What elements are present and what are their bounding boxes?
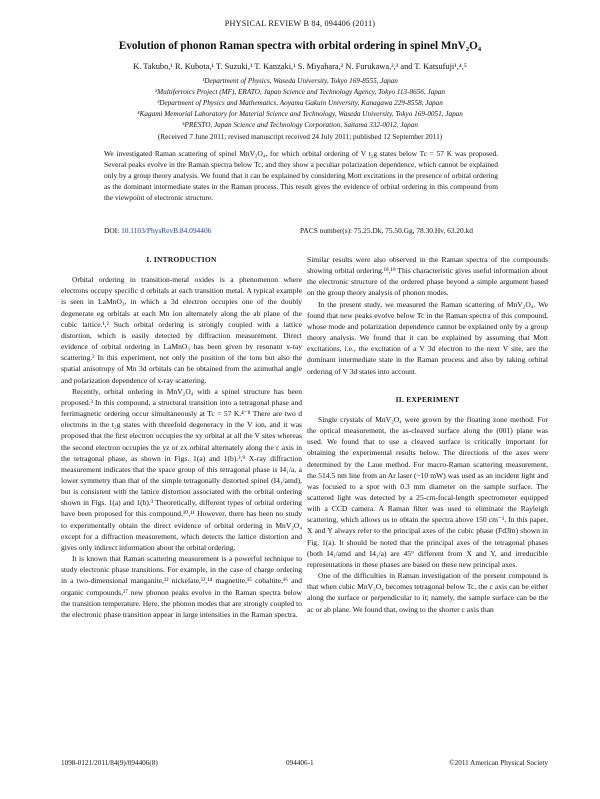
paragraph: Orbital ordering in transition-metal oxides is a phenomenon where electrons occupy specific d orbitals at each transition metal. A typical example is seen in LaMnO₃, in which a 3d electron occupies one of the doubly degenerate eg orbitals at each Mn ion alternately along the ab plane of the cubic lattice.¹,² Such orbital ordering is strongly coupled with a lattice distortion, which is easily detected by diffraction measurement. Direct evidence of orbital ordering in LaMnO₃ has been given by resonant x-ray scattering.² In this experiment, not only the position of the ions but also the spatial anisotropy of Mn 3d orbitals can be obtained from the azimuthal angle and polarization dependence of x-ray scattering. bbox=[61, 275, 302, 385]
paragraph: It is known that Raman scattering measurement is a powerful technique to study electronic phase transitions. For example, in the case of charge ordering in a two-dimensional manganite,¹² nickelate,¹³,¹⁴ magnetite,¹⁵ cobaltite,¹⁶ and organic compounds,¹⁷ new phonon peaks evolve in the Raman spectra below the transition temperature. Here, the phonon modes that are strongly coupled to the electronic phase transition appear in large intensities in the Raman spectra. bbox=[61, 554, 302, 619]
author-list: K. Takubo,¹ R. Kubota,¹ T. Suzuki,¹ T. Kanzaki,¹ S. Miyahara,² N. Furukawa,²,³ and T. Katsufuji¹,⁴,⁵ bbox=[133, 62, 467, 71]
doi-label: DOI: bbox=[104, 226, 120, 235]
left-column bbox=[61, 254, 302, 620]
section-heading-experiment: II. EXPERIMENT bbox=[395, 394, 460, 404]
footer-issn: 1098-0121/2011/84(9)/094406(8) bbox=[61, 759, 158, 767]
paragraph: Similar results were also observed in the Raman spectra of the compounds showing orbital ordering.¹⁸,¹⁹ This characteristic gives useful information about the electronic structure of the ordered phase beyond a simple argument based on the group theory analysis of phonon modes. bbox=[307, 255, 548, 298]
affiliation-4: ⁴Kagami Memorial Laboratory for Material Science and Technology, Waseda University, Tokyo 169-0051, Japan bbox=[137, 110, 463, 118]
section-heading-introduction: I. INTRODUCTION bbox=[146, 255, 217, 264]
footer-page-number: 094406-1 bbox=[286, 759, 314, 767]
affiliation-5: ⁵PRESTO, Japan Science and Technology Corporation, Saitama 332-0012, Japan bbox=[182, 121, 418, 129]
paragraph: Recently, orbital ordering in MnV₂O₄ with a spinel structure has been proposed.³ In this compound, a structural transition into a tetragonal phase and ferrimagnetic ordering occur simultaneously at Tc = 57 K.⁴⁻⁸ There are two d electrons in the t₂g states with threefold degeneracy in the V ion, and it was proposed that the first electron occupies the xy orbital at all the V sites whereas the second electron occupies the yz or zx orbital alternately along the c axis in the tetragonal phase, as shown in Figs. 1(a) and 1(b).³,⁹ X-ray diffraction measurement indicates that the space group of this tetragonal phase is I4₁/a, a lower symmetry than that of the simple tetragonally distorted spinel (I4₁/amd), but is consistent with the lattice distortion associated with the orbital ordering shown in Figs. 1(a) and 1(b).³ Theoretically, different types of orbital ordering have been proposed for this compound.¹⁰,¹¹ However, there has been no study to experimentally obtain the direct evidence of orbital ordering in MnV₂O₄ except for a diffraction measurement, which detects the lattice distortion and gives only indirect information about the orbital ordering. bbox=[61, 386, 302, 552]
paragraph: One of the difficulties in Raman investigation of the present compound is that when cubic MnV₂O₄ becomes tetragonal below Tc, the c axis can be either along the surface or perpendicular to it; namely, the sample surface can be the ac or ab plane. We found that, owing to the shorter c axis than bbox=[307, 571, 548, 614]
affiliation-3: ³Department of Physics and Mathematics, Aoyama Gakuin University, Kanagawa 229-8558, Japan bbox=[157, 99, 443, 107]
abstract: We investigated Raman scattering of spinel MnV₂O₄, for which orbital ordering of V t₂g states below Tc = 57 K was proposed. Several peaks evolve in the Raman spectra below Tc, and they show a peculiar polarization dependence, which cannot be explained only by a group theory analysis. We found that it can be explained by considering Mott excitations in the presence of orbital ordering as the dominant intermediate states in the Raman process. This result gives the evidence of orbital ordering in this compound from the viewpoint of electronic structure. bbox=[104, 149, 498, 203]
received-dates: (Received 7 June 2011; revised manuscript received 24 July 2011; published 12 September 2011) bbox=[157, 132, 443, 141]
journal-header: PHYSICAL REVIEW B 84, 094406 (2011) bbox=[224, 19, 376, 28]
doi-pacs-row bbox=[104, 226, 498, 235]
paper-title: Evolution of phonon Raman spectra with orbital ordering in spinel MnV₂O₄ bbox=[118, 40, 482, 52]
affiliation-1: ¹Department of Physics, Waseda University, Tokyo 169-8555, Japan bbox=[202, 77, 398, 85]
doi-link[interactable]: 10.1103/PhysRevB.84.094406 bbox=[121, 226, 212, 235]
affiliation-2: ²Multiferroics Project (MF), ERATO, Japan Science and Technology Agency, Tokyo 113-8656, Japan bbox=[154, 88, 446, 96]
footer-copyright: ©2011 American Physical Society bbox=[449, 759, 548, 767]
paragraph: In the present study, we measured the Raman scattering of MnV₂O₄. We found that new peaks evolve below Tc in the Raman spectra of this compound, whose mode and polarization dependence cannot be explained only by a group theory analysis. We found that it can be explained by assuming that Mott excitations, i.e., the excitation of a V 3d electron to the next V site, are the dominant intermediate state in the Raman process and also by taking orbital ordering of V 3d states into account. bbox=[307, 299, 548, 376]
pacs-numbers: PACS number(s): 75.25.Dk, 75.50.Gg, 78.30.Hv, 63.20.kd bbox=[300, 226, 473, 235]
paragraph: Single crystals of MnV₂O₄ were grown by the floating zone method. For the optical measurement, the as-cleaved surface along the (001) plane was used. We found that to use a cleaved surface is critically important for obtaining the experimental results below. The directions of the axes were determined by the Laue method. For macro-Raman scattering measurement, the 514.5 nm line from an Ar laser (~10 mW) was used as an incident light and was focused to a spot with 0.3 mm diameter on the sample surface. The scattered light was detected by a 25-cm-focal-length spectrometer equipped with a CCD camera. A Raman filter was used to eliminate the Rayleigh scattering, which allows us to obtain the spectra above 150 cm⁻¹. In this paper, X and Y always refer to the principal axes of the cubic phase (Fd3̄m) shown in Fig. 1(a). It should be noted that the principal axes of the tetragonal phases (both I4₁/amd and I4₁/a) are 45° different from X and Y, and irreducible representations in these phases are based on these new principal axes. bbox=[307, 414, 548, 569]
right-column bbox=[307, 254, 548, 615]
